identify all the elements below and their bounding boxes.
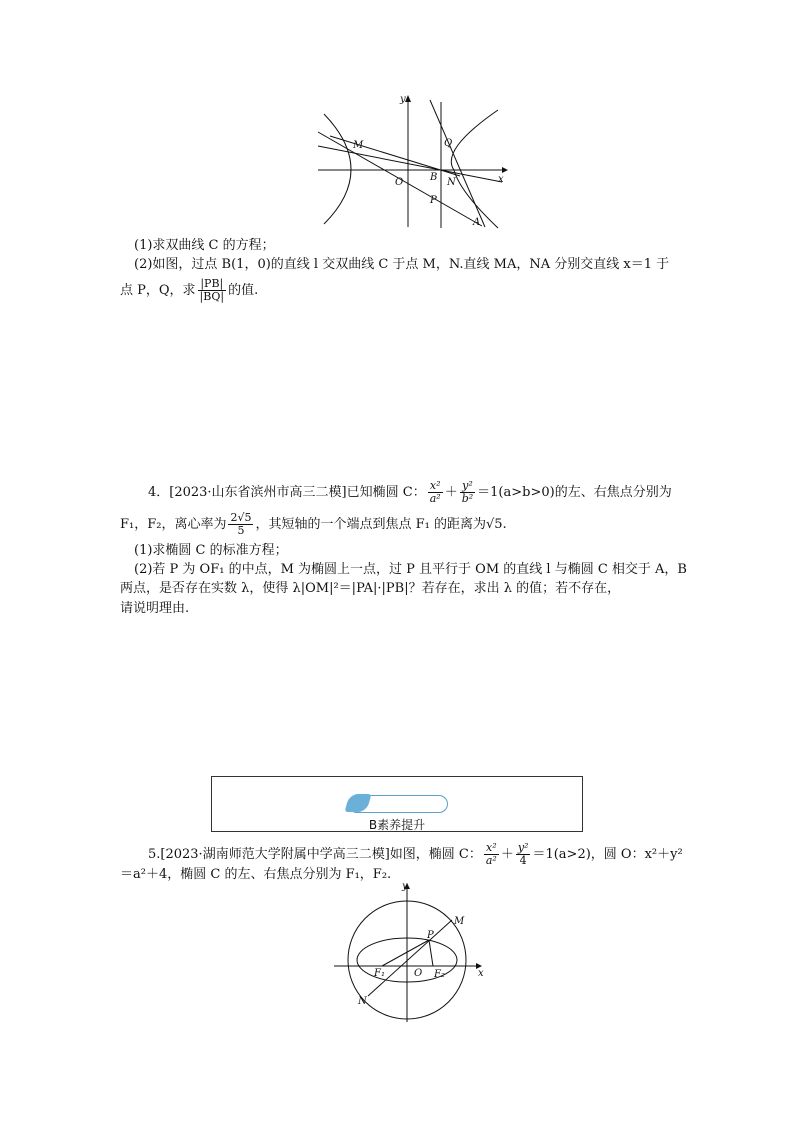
- q3-part2-prefix: 点 P，Q，求: [120, 283, 196, 298]
- q4-intro-prefix: 4．[2023·山东省滨州市高三二模]已知椭圆 C：: [148, 485, 426, 500]
- q3-part2-suffix: 的值.: [228, 283, 259, 298]
- q4-intro: 4．[2023·山东省滨州市高三二模]已知椭圆 C： $\frac{\text{x²}}{\text{a²}}$ ＋ $\frac{\text{y²}}{\text{b²}}$ ＝1(a>b>0)的左、右焦点分别为: [148, 479, 672, 505]
- fig2-label-P: P: [427, 930, 434, 941]
- q4-frac-y-num: y²: [460, 480, 475, 493]
- q4-frac-x-den: a²: [429, 492, 441, 505]
- q5-intro-prefix: 5.[2023·湖南师范大学附属中学高三二模]如图，椭圆 C：: [148, 847, 482, 862]
- q4-part2-line1: (2)若 P 为 OF₁ 的中点，M 为椭圆上一点，过 P 且平行于 OM 的直线 l 与椭圆 C 相交于 A，B: [134, 562, 687, 577]
- q4-eccentricity: [228, 512, 253, 537]
- q5-frac-y: [516, 842, 531, 867]
- q5-frac-x: [484, 842, 499, 867]
- q4-part2-line2: 两点，是否存在实数 λ，使得 λ|OM|²＝|PA|·|PB|？若存在，求出 λ 的值；若不存在，: [120, 581, 621, 596]
- section-title: B素养提升: [368, 818, 426, 832]
- q4-line2-prefix: F₁，F₂，离心率为: [120, 517, 227, 532]
- q5-intro: 5.[2023·湖南师范大学附属中学高三二模]如图，椭圆 C： $\frac{\text{x²}}{\text{a²}}$ ＋ $\frac{\text{y²}}{4}$ ＝1(a>2)，圆 O：x²＋y²: [148, 841, 683, 867]
- section-header-box: [211, 776, 583, 832]
- q4-frac-x: [428, 480, 443, 505]
- fig2-label-N: N: [358, 996, 367, 1007]
- q5-line2: ＝a²＋4，椭圆 C 的左、右焦点分别为 F₁，F₂.: [120, 867, 392, 882]
- q3-part2-line2: [120, 278, 258, 303]
- fig1-label-N: N: [447, 177, 456, 188]
- q3-frac-num: |PB|: [198, 278, 227, 291]
- fig1-label-B: B: [430, 172, 438, 183]
- q4-part2-line3: 请说明理由.: [120, 601, 190, 616]
- q5-intro-suffix: ＝1(a>2)，圆 O：x²＋y²: [532, 847, 683, 862]
- fig1-label-Q: Q: [444, 138, 453, 149]
- q5-frac-x-num: x²: [484, 842, 499, 855]
- section-tag: [348, 795, 448, 813]
- q4-intro-suffix: ＝1(a>b>0)的左、右焦点分别为: [477, 485, 672, 500]
- q4-line2: [120, 512, 507, 537]
- q4-ecc-num: 2√5: [230, 511, 252, 524]
- q4-part1: (1)求椭圆 C 的标准方程；: [134, 543, 288, 558]
- fig1-label-x: x: [498, 174, 504, 185]
- q4-ecc-den: 5: [237, 524, 245, 537]
- q3-fraction: [198, 278, 227, 303]
- q4-line2-suffix: ，其短轴的一个端点到焦点 F₁ 的距离为√5.: [255, 517, 507, 532]
- q5-frac-y-num: y²: [517, 841, 529, 854]
- q5-frac-x-den: a²: [485, 854, 497, 867]
- q4-frac-y-den: b²: [461, 492, 474, 505]
- fig2-label-F1: F₁: [374, 968, 385, 979]
- q3-part1: (1)求双曲线 C 的方程；: [134, 238, 275, 253]
- q5-frac-y-den: 4: [519, 854, 527, 867]
- fig1-label-P: P: [430, 195, 437, 206]
- q4-frac-y: [460, 480, 475, 505]
- fig2-label-x: x: [478, 968, 484, 979]
- fig2-label-y: y: [402, 881, 408, 892]
- fig1-label-y: y: [400, 94, 406, 105]
- fig1-label-M: M: [353, 140, 364, 151]
- fig2-label-F2: F₂: [434, 969, 445, 980]
- section-badge-icon: [345, 794, 372, 812]
- hyperbola-figure: [310, 92, 510, 232]
- fig2-label-M: M: [454, 916, 465, 927]
- q4-frac-x-num: x²: [428, 480, 443, 493]
- fig2-label-O: O: [414, 968, 423, 979]
- q3-part2-line1: (2)如图，过点 B(1，0)的直线 l 交双曲线 C 于点 M，N.直线 MA，NA 分别交直线 x＝1 于: [134, 257, 670, 272]
- q3-frac-den: |BQ|: [199, 290, 225, 303]
- ellipse-circle-figure: [330, 880, 490, 1025]
- fig1-label-O: O: [395, 177, 404, 188]
- fig1-label-A: A: [473, 217, 481, 228]
